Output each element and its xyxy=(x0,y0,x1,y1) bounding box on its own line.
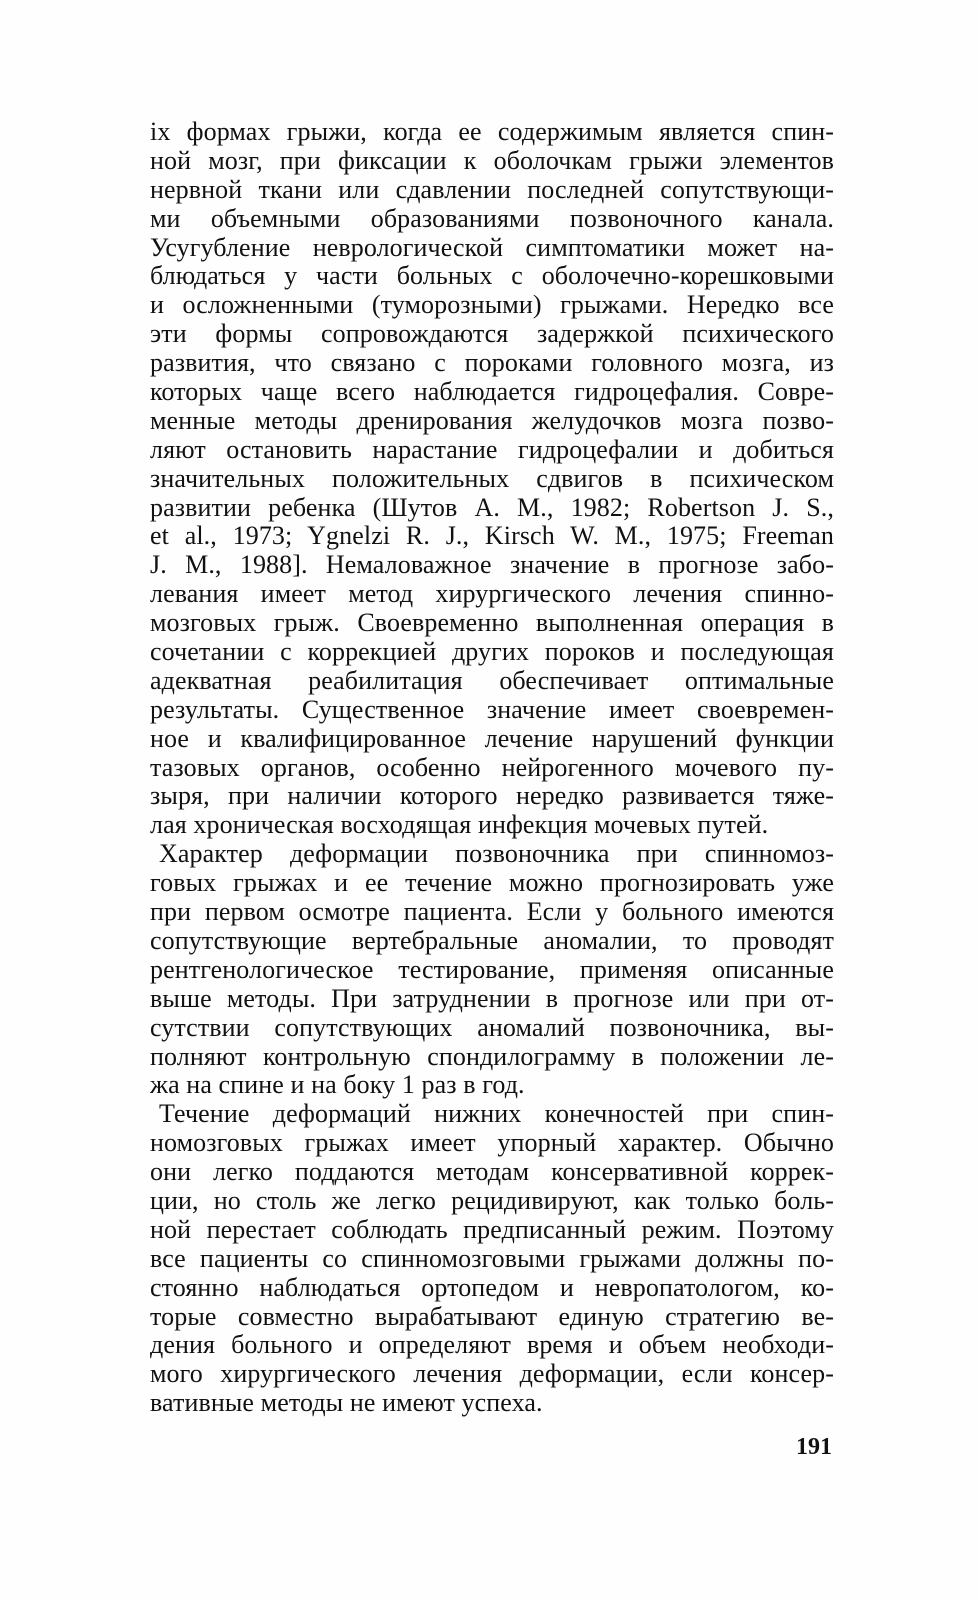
text-line: ции, но столь же легко рецидивируют, как только боль- xyxy=(150,1185,834,1215)
text-line: вативные методы не имеют успеха. xyxy=(150,1388,543,1418)
text-line: іх формах грыжи, когда ее содержимым является спин- xyxy=(150,117,834,146)
text-line: адекватная реабилитация обеспечивает оптимальные xyxy=(150,665,834,695)
text-line: торые совместно вырабатывают единую стратегию ве- xyxy=(150,1301,834,1331)
text-line: эти формы сопровождаются задержкой психического xyxy=(150,319,834,349)
text-line: стоянно наблюдаться ортопедом и невропатологом, ко- xyxy=(150,1272,834,1302)
text-line: J. M., 1988]. Немаловажное значение в прогнозе забо- xyxy=(150,550,834,580)
text-line: нервной ткани или сдавлении последней сопутствующи- xyxy=(150,174,834,204)
text-line: ной перестает соблюдать предписанный режим. Поэтому xyxy=(150,1214,834,1244)
text-line: мозговых грыж. Своевременно выполненная операция в xyxy=(150,608,834,638)
paragraph-1 xyxy=(150,118,834,840)
text-line: они легко поддаются методам консервативной коррек- xyxy=(150,1157,834,1187)
text-line: сутствии сопутствующих аномалий позвоночника, вы- xyxy=(150,1012,834,1042)
paragraph-2 xyxy=(150,840,834,1100)
text-line: et al., 1973; Ygnelzi R. J., Kirsch W. M., 1975; Freeman xyxy=(150,521,834,551)
text-line: номозговых грыжах имеет упорный характер. Обычно xyxy=(150,1128,834,1158)
text-line: дения больного и определяют время и объем необходи- xyxy=(150,1330,834,1360)
text-line: Течение деформаций нижних конечностей при спин- xyxy=(159,1099,834,1129)
text-line: тазовых органов, особенно нейрогенного мочевого пу- xyxy=(150,752,834,782)
text-line: ное и квалифицированное лечение нарушений функции xyxy=(150,723,834,753)
text-line: менные методы дренирования желудочков мозга позво- xyxy=(150,405,834,435)
text-line: полняют контрольную спондилограмму в положении ле- xyxy=(150,1041,834,1071)
text-line: рентгенологическое тестирование, применяя описанные xyxy=(150,954,834,984)
text-line: выше методы. При затруднении в прогнозе или при от- xyxy=(150,983,834,1013)
page-number: 191 xyxy=(796,1434,832,1460)
text-line: зыря, при наличии которого нередко развивается тяже- xyxy=(150,781,834,811)
text-line: значительных положительных сдвигов в психическом xyxy=(150,463,834,493)
text-line: сопутствующие вертебральные аномалии, то проводят xyxy=(150,925,834,955)
text-line: левания имеет метод хирургического лечения спинно- xyxy=(150,579,834,609)
text-line: ми объемными образованиями позвоночного канала. xyxy=(150,203,834,233)
paragraph-3 xyxy=(150,1100,834,1418)
text-line: говых грыжах и ее течение можно прогнозировать уже xyxy=(150,868,834,898)
text-line: ляют остановить нарастание гидроцефалии и добиться xyxy=(150,434,834,464)
text-line: лая хроническая восходящая инфекция мочевых путей. xyxy=(150,810,769,840)
text-line: блюдаться у части больных с оболочечно-корешковыми xyxy=(150,261,834,291)
text-line: все пациенты со спинномозговыми грыжами должны по- xyxy=(150,1243,834,1273)
text-line: результаты. Существенное значение имеет своевремен- xyxy=(150,694,834,724)
text-line: развитии ребенка (Шутов А. М., 1982; Robertson J. S., xyxy=(150,492,834,522)
body-text xyxy=(150,118,834,1418)
text-line: сочетании с коррекцией других пороков и последующая xyxy=(150,637,834,667)
text-line: жа на спине и на боку 1 раз в год. xyxy=(150,1070,525,1100)
text-line: мого хирургического лечения деформации, если консер- xyxy=(150,1359,834,1389)
text-line: Характер деформации позвоночника при спинномоз- xyxy=(159,839,834,869)
text-line: и осложненными (туморозными) грыжами. Нередко все xyxy=(150,290,834,320)
text-line: развития, что связано с пороками головного мозга, из xyxy=(150,348,834,378)
text-line: которых чаще всего наблюдается гидроцефалия. Совре- xyxy=(150,377,834,407)
text-line: ной мозг, при фиксации к оболочкам грыжи элементов xyxy=(150,145,834,175)
text-line: Усугубление неврологической симптоматики может на- xyxy=(150,232,834,262)
text-line: при первом осмотре пациента. Если у больного имеются xyxy=(150,897,834,927)
